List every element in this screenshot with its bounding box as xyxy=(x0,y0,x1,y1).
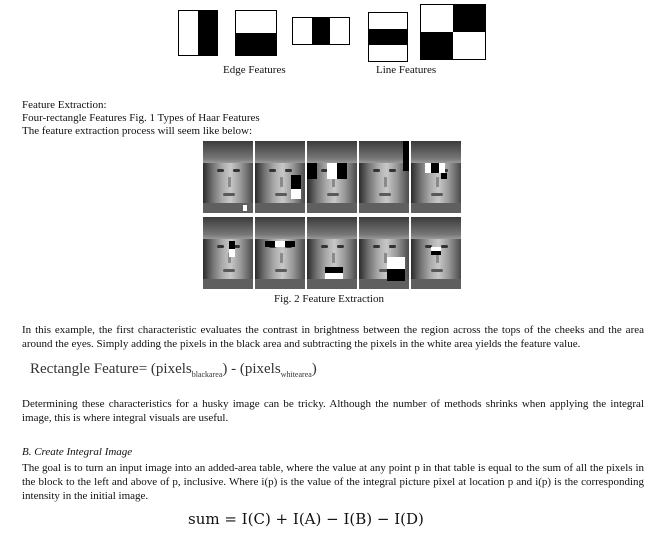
face-tile xyxy=(359,141,409,213)
sum-formula: sum = I(C) + I(A) − I(B) − I(D) xyxy=(188,510,424,528)
line-features-caption: Line Features xyxy=(376,64,437,76)
face-tile xyxy=(307,141,357,213)
intro-line-3: The feature extraction process will seem like below: xyxy=(22,125,252,137)
section-heading: B. Create Integral Image xyxy=(22,446,133,458)
four-rectangle-feature xyxy=(420,4,486,60)
face-tile xyxy=(203,141,253,213)
face-tile xyxy=(359,217,409,289)
face-tile xyxy=(255,217,305,289)
face-tile xyxy=(307,217,357,289)
paragraph-integral-image: The goal is to turn an input image into an added-area table, where the value at any point p in that table is equal to the sum of all the pixels in the block to the left and above of p, inclusive. Where i(p) is the value of the integral picture pixel at location p and i(p) is the corresponding intensity in the initial image. xyxy=(22,462,644,502)
line-feature-vertical xyxy=(292,17,350,45)
edge-features-caption: Edge Features xyxy=(223,64,286,76)
edge-feature-vertical xyxy=(178,10,218,56)
intro-line-2: Four-rectangle Features Fig. 1 Types of Haar Features xyxy=(22,112,260,124)
face-tile xyxy=(411,141,461,213)
face-tile xyxy=(411,217,461,289)
face-tile xyxy=(255,141,305,213)
intro-line-1: Feature Extraction: xyxy=(22,99,107,111)
line-feature-horizontal xyxy=(368,12,408,62)
feature-extraction-image xyxy=(203,141,463,289)
figure-2-caption: Fig. 2 Feature Extraction xyxy=(274,293,384,305)
edge-feature-horizontal xyxy=(235,10,277,56)
rectangle-feature-formula: Rectangle Feature= (pixels$_{blackarea}$) - (pixels$_{whitearea}$) xyxy=(30,361,317,379)
paragraph-contrast: In this example, the first characteristic evaluates the contrast in brightness between the region across the tops of the cheeks and the area around the eyes. Simply adding the pixels in the black area and subtracting the pixels in the white area yields the feature value. xyxy=(22,324,644,350)
paragraph-husky: Determining these characteristics for a husky image can be tricky. Although the number of methods shrinks when applying the integral image, this is where integral visuals are useful. xyxy=(22,398,644,424)
face-tile xyxy=(203,217,253,289)
